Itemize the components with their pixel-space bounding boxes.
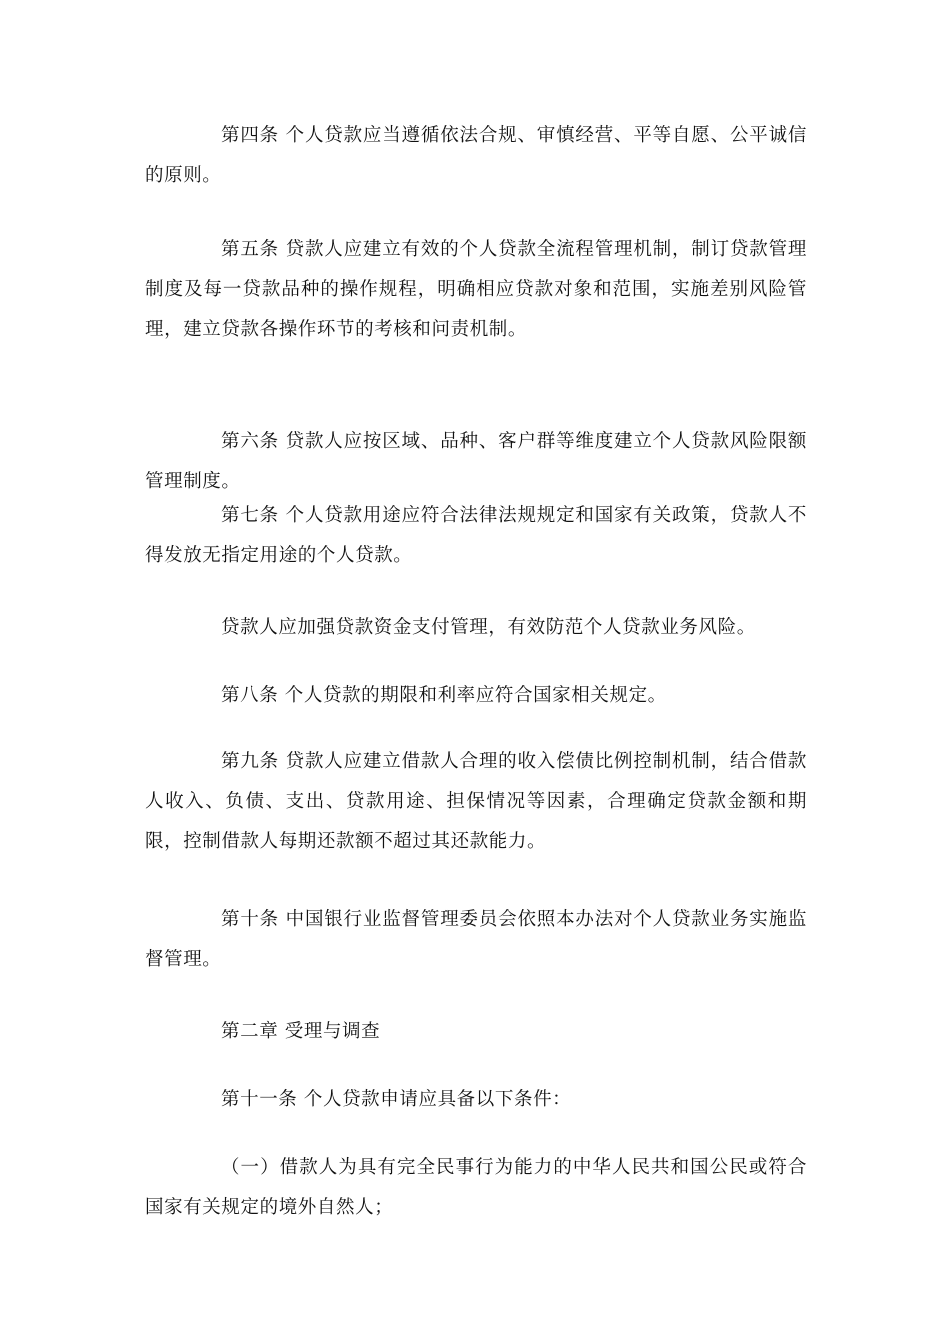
article-4-paragraph: 第四条 个人贷款应当遵循依法合规、审慎经营、平等自愿、公平诚信的原则。 (145, 125, 807, 186)
article-10-paragraph: 第十条 中国银行业监督管理委员会依照本办法对个人贷款业务实施监督管理。 (145, 909, 807, 970)
article-5-paragraph: 第五条 贷款人应建立有效的个人贷款全流程管理机制，制订贷款管理制度及每一贷款品种的操作规程，明确相应贷款对象和范围，实施差别风险管理，建立贷款各操作环节的考核和问责机制。 (145, 239, 807, 340)
article-11-item-1: （一）借款人为具有完全民事行为能力的中华人民共和国公民或符合国家有关规定的境外自然人； (145, 1157, 807, 1218)
article-11-paragraph: 第十一条 个人贷款申请应具备以下条件： (221, 1089, 572, 1110)
article-7-paragraph: 第七条 个人贷款用途应符合法律法规规定和国家有关政策，贷款人不得发放无指定用途的个人贷款。 (145, 505, 807, 566)
article-7-second-paragraph: 贷款人应加强贷款资金支付管理，有效防范个人贷款业务风险。 (221, 617, 756, 638)
chapter-2-heading: 第二章 受理与调查 (221, 1021, 381, 1042)
article-6-paragraph: 第六条 贷款人应按区域、品种、客户群等维度建立个人贷款风险限额管理制度。 (145, 431, 807, 492)
article-8-paragraph: 第八条 个人贷款的期限和利率应符合国家相关规定。 (221, 685, 667, 706)
article-9-paragraph: 第九条 贷款人应建立借款人合理的收入偿债比例控制机制，结合借款人收入、负债、支出、贷款用途、担保情况等因素，合理确定贷款金额和期限，控制借款人每期还款额不超过其还款能力。 (145, 751, 807, 852)
